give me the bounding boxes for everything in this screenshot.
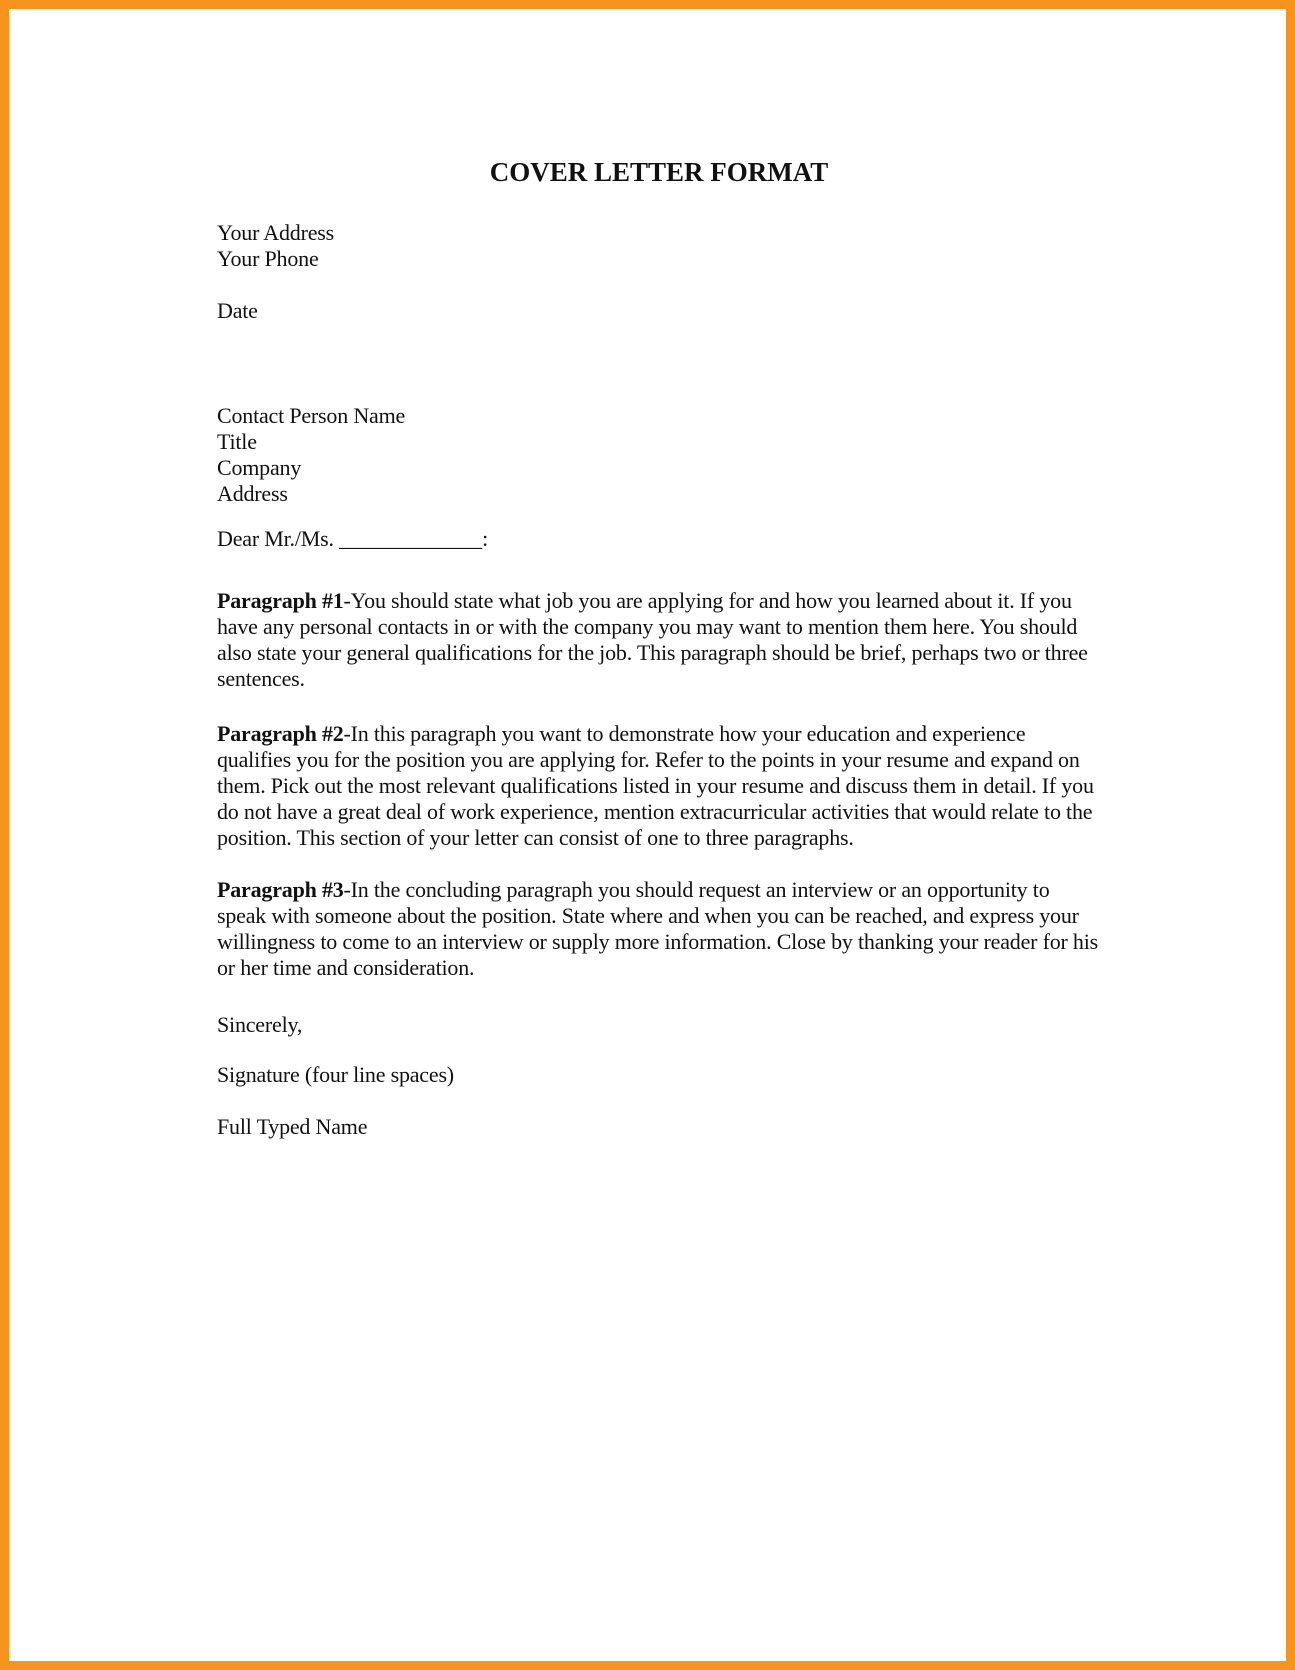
salutation-colon: : xyxy=(482,526,488,551)
paragraph-2-text: -In this paragraph you want to demonstrate how your education and experience qualifies you for the position you are applying for. Refer to the points in your resume and expand on them. Pick out the most relevant qualifications listed in your resume and discuss them in detail. If you do not have a great deal of work experience, mention extracurricular activities that would relate to the position. This section of your letter can consist of one to three paragraphs. xyxy=(217,721,1094,850)
paragraph-3 xyxy=(217,877,1101,981)
letter-content xyxy=(217,19,1101,1140)
paragraph-3-text: -In the concluding paragraph you should request an interview or an opportunity to speak with someone about the position. State where and when you can be reached, and express your willingness to come to an interview or supply more information. Close by thanking your reader for his or her time and consideration. xyxy=(217,877,1099,980)
paragraph-3-label: Paragraph #3 xyxy=(217,877,344,902)
sign-off-line: Sincerely, xyxy=(217,1012,303,1037)
signature-note-line: Signature (four line spaces) xyxy=(217,1062,454,1087)
page-title: COVER LETTER FORMAT xyxy=(489,157,829,187)
recipient-company-line: Company xyxy=(217,455,302,480)
paragraph-2 xyxy=(217,721,1101,851)
sender-block xyxy=(217,220,1101,272)
paragraph-1-label: Paragraph #1 xyxy=(217,588,344,613)
salutation-line xyxy=(217,526,1101,552)
recipient-name-line: Contact Person Name xyxy=(217,403,406,428)
date-line: Date xyxy=(217,298,258,323)
paragraph-1 xyxy=(217,588,1101,692)
recipient-address-line: Address xyxy=(217,481,288,506)
recipient-title-line: Title xyxy=(217,429,257,454)
sender-address-line: Your Address xyxy=(217,220,334,245)
typed-name-line: Full Typed Name xyxy=(217,1114,368,1139)
salutation-blank: _____________ xyxy=(339,526,483,551)
salutation-prefix: Dear Mr./Ms. xyxy=(217,526,340,551)
paragraph-1-text: -You should state what job you are applying for and how you learned about it. If you have any personal contacts in or with the company you may want to mention them here. You should also state your general qualifications for the job. This paragraph should be brief, perhaps two or three sentences. xyxy=(217,588,1088,691)
recipient-block xyxy=(217,403,1101,507)
sender-phone-line: Your Phone xyxy=(217,246,319,271)
paragraph-2-label: Paragraph #2 xyxy=(217,721,344,746)
